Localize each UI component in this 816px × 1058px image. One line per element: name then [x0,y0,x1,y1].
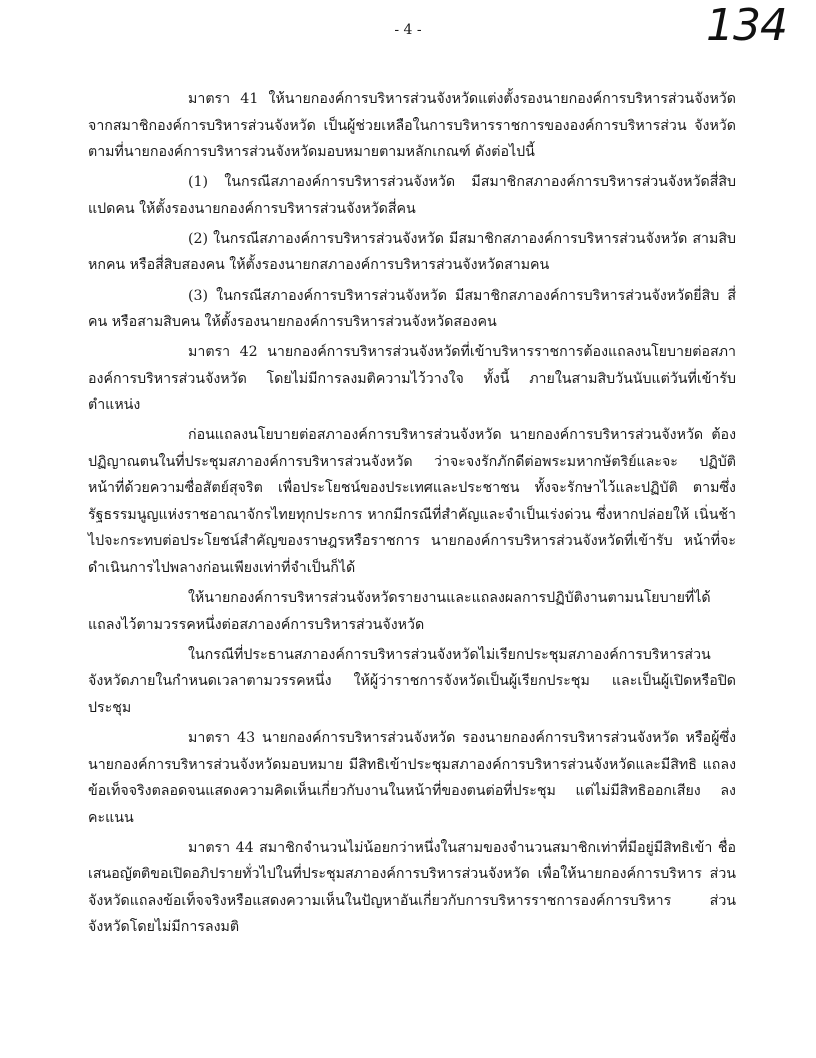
section-44-paragraph: มาตรา 44 สมาชิกจำนวนไม่น้อยกว่าหนึ่งในสามของจำนวนสมาชิกเท่าที่มีอยู่มีสิทธิเข้า ชื่อเสนอญัตติขอเปิดอภิปรายทั่วไปในที่ประชุมสภาองค์การบริหารส่วนจังหวัด เพื่อให้นายกองค์การบริหาร ส่วนจังหวัดแถลงข้อเท็จจริงหรือแสดงความเห็นในปัญหาอันเกี่ยวกับการบริหารราชการองค์การบริหาร ส่วนจังหวัดโดยไม่มีการลงมติ [88,839,736,936]
section-41-item-2: (2) ในกรณีสภาองค์การบริหารส่วนจังหวัด มีสมาชิกสภาองค์การบริหารส่วนจังหวัด สามสิบหกคน หรือสี่สิบสองคน ให้ตั้งรองนายกสภาองค์การบริหารส่วนจังหวัดสามคน [88,230,736,274]
section-42-meeting-paragraph: ในกรณีที่ประธานสภาองค์การบริหารส่วนจังหวัดไม่เรียกประชุมสภาองค์การบริหารส่วน จังหวัดภายในกำหนดเวลาตามวรรคหนึ่ง ให้ผู้ว่าราชการจังหวัดเป็นผู้เรียกประชุม และเป็นผู้เปิดหรือปิด ประชุม [88,646,736,716]
section-41-paragraph: มาตรา 41 ให้นายกองค์การบริหารส่วนจังหวัดแต่งตั้งรองนายกองค์การบริหารส่วนจังหวัด จากสมาชิกองค์การบริหารส่วนจังหวัด เป็นผู้ช่วยเหลือในการบริหารราชการขององค์การบริหารส่วน จังหวัด ตามที่นายกองค์การบริหารส่วนจังหวัดมอบหมายตามหลักเกณฑ์ ดังต่อไปนี้ [88,91,736,160]
section-41-item-3: (3) ในกรณีสภาองค์การบริหารส่วนจังหวัด มีสมาชิกสภาองค์การบริหารส่วนจังหวัดยี่สิบ สี่คน หรือสามสิบคน ให้ตั้งรองนายกองค์การบริหารส่วนจังหวัดสองคน [88,287,736,331]
section-41-item-1: (1) ในกรณีสภาองค์การบริหารส่วนจังหวัด มีสมาชิกสภาองค์การบริหารส่วนจังหวัดสี่สิบ แปดคน ให้ตั้งรองนายกองค์การบริหารส่วนจังหวัดสี่คน [88,174,736,217]
document-body [88,86,736,944]
page-number: - 4 - [394,22,422,38]
section-43-paragraph: มาตรา 43 นายกองค์การบริหารส่วนจังหวัด รองนายกองค์การบริหารส่วนจังหวัด หรือผู้ซึ่ง นายกองค์การบริหารส่วนจังหวัดมอบหมาย มีสิทธิเข้าประชุมสภาองค์การบริหารส่วนจังหวัดและมีสิทธิ แถลงข้อเท็จจริงตลอดจนแสดงความคิดเห็นเกี่ยวกับงานในหน้าที่ของตนต่อที่ประชุม แต่ไม่มีสิทธิออกเสียง ลงคะแนน [88,730,736,826]
section-42-oath-paragraph: ก่อนแถลงนโยบายต่อสภาองค์การบริหารส่วนจังหวัด นายกองค์การบริหารส่วนจังหวัด ต้องปฏิญาณตนในที่ประชุมสภาองค์การบริหารส่วนจังหวัด ว่าจะจงรักภักดีต่อพระมหากษัตริย์และจะ ปฏิบัติหน้าที่ด้วยความซื่อสัตย์สุจริต เพื่อประโยชน์ของประเทศและประชาชน ทั้งจะรักษาไว้และปฏิบัติ ตามซึ่ง รัฐธรรมนูญแห่งราชอาณาจักรไทยทุกประการ หากมีกรณีที่สำคัญและจำเป็นเร่งด่วน ซึ่งหากปล่อยให้ เนิ่นช้าไปจะกระทบต่อประโยชน์สำคัญของราษฎรหรือราชการ นายกองค์การบริหารส่วนจังหวัดที่เข้ารับ หน้าที่จะดำเนินการไปพลางก่อนเพียงเท่าที่จำเป็นก็ได้ [88,427,736,576]
section-42-paragraph: มาตรา 42 นายกองค์การบริหารส่วนจังหวัดที่เข้าบริหารราชการต้องแถลงนโยบายต่อสภา องค์การบริหารส่วนจังหวัด โดยไม่มีการลงมติความไว้วางใจ ทั้งนี้ ภายในสามสิบวันนับแต่วันที่เข้ารับ ตำแหน่ง [88,344,736,414]
handwritten-page-annotation: 134 [706,0,787,51]
section-42-report-paragraph: ให้นายกองค์การบริหารส่วนจังหวัดรายงานและแถลงผลการปฏิบัติงานตามนโยบายที่ได้ แถลงไว้ตามวรรคหนึ่งต่อสภาองค์การบริหารส่วนจังหวัด [88,590,711,633]
